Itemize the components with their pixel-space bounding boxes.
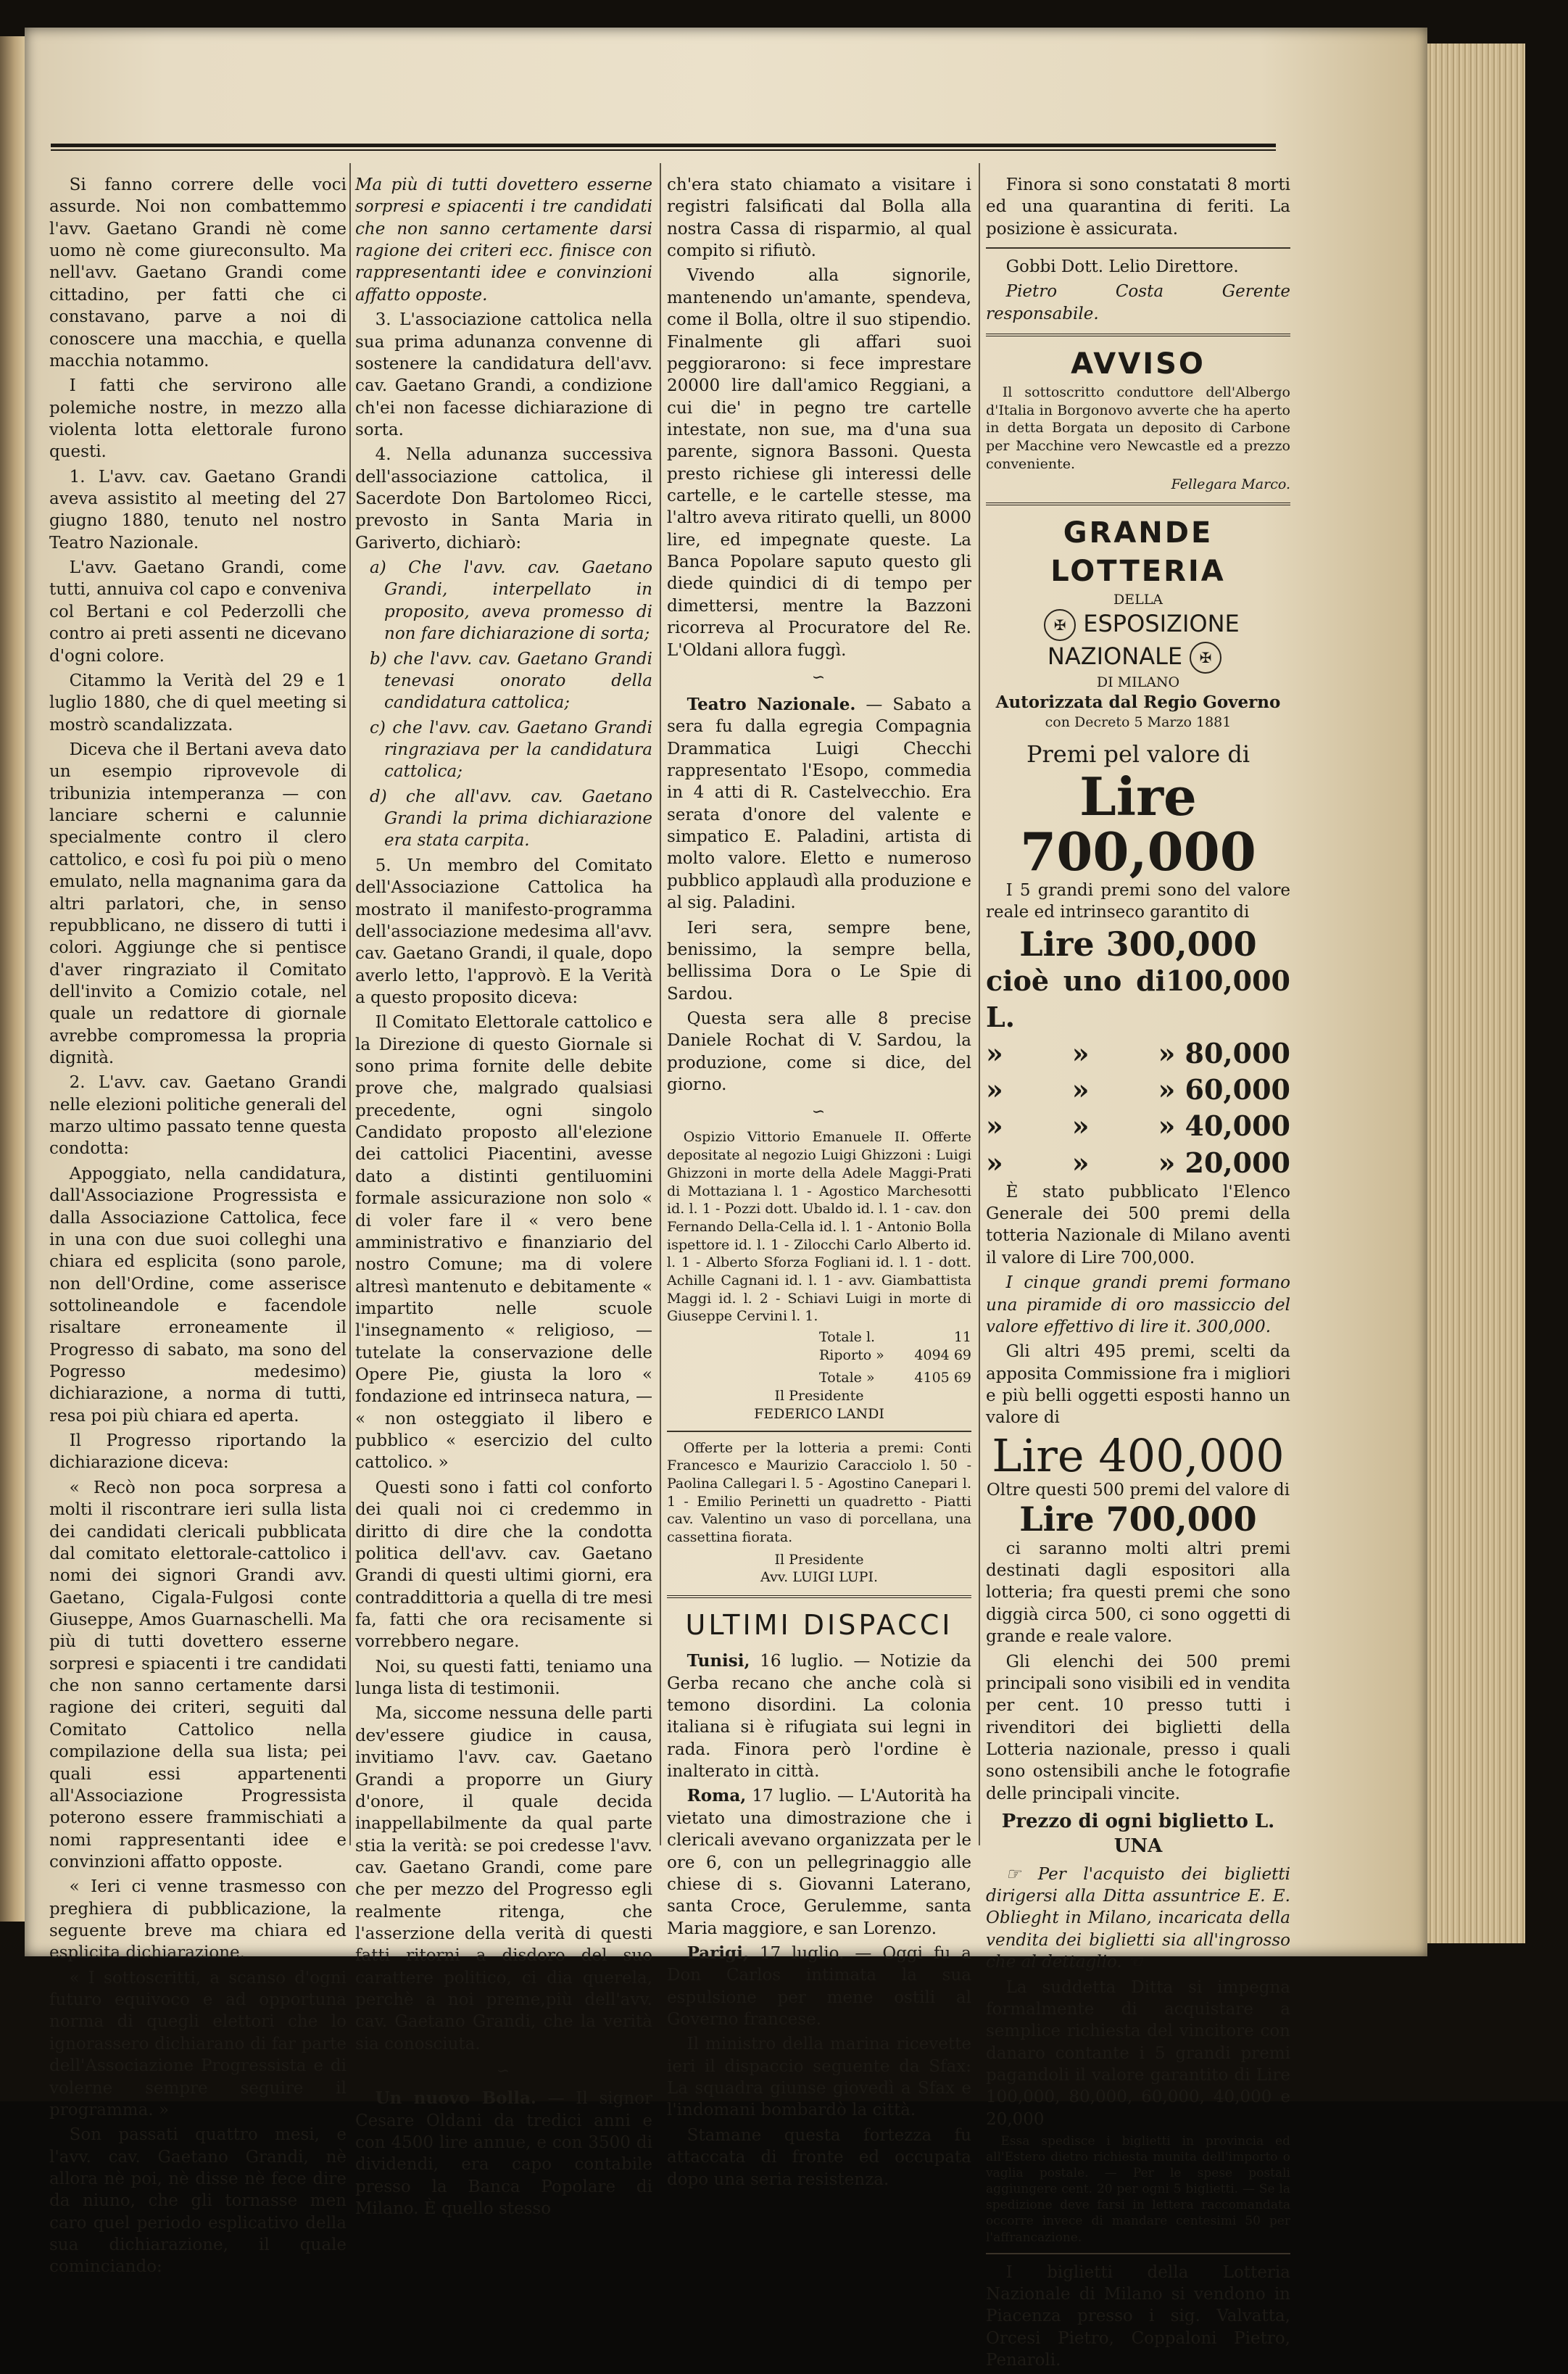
paragraph: ch'era stato chiamato a visitare i registri falsificati dal Bolla alla nostra Cassa di risparmio, al qual compito si rifiutò. — [667, 175, 971, 261]
paragraph: « Ieri ci venne trasmesso con preghiera di pubblicazione, la seguente breve ma chiara ed esplicita dichiarazione. — [49, 1877, 347, 1963]
prize-row — [986, 963, 1290, 1035]
prize-label: » — [1071, 1109, 1090, 1143]
dispatch-place: Tunisi, — [686, 1651, 750, 1671]
article-teatro — [667, 694, 971, 914]
prize-value: » 80,000 — [1158, 1037, 1290, 1070]
totale-row — [667, 1328, 971, 1347]
paragraph: Diceva che il Bertani aveva dato un esempio riprovevole di tribunizia intemperanza — con lanciare scherni e calunnie specialmente contro il clero cattolico, e così fu poi più o meno emulato, nella magnanima gara da altri parlatori, che, in senso repubblicano, ne dissero di tutti i colori. Aggiunge che si pentisce d'aver ringraziato il Comitato dell'invito a Comizio cotale, nel quale un redattore di giornale avrebbe compromessa la propria dignità. — [49, 740, 347, 1068]
prize-label: » — [1071, 1037, 1090, 1070]
divider — [986, 502, 1290, 505]
paragraph: Questi sono i fatti col conforto dei quali noi ci credemmo in diritto di dire che la condotta politica dell'avv. cav. Gaetano Grandi di questi ultimi giorni, era contraddittoria a quella di tre mesi fa, fatti che ora recisamente si vorrebbero negare. — [355, 1478, 652, 1652]
prize-value: » 40,000 — [1158, 1109, 1290, 1143]
divider — [986, 247, 1290, 249]
paragraph: 1. L'avv. cav. Gaetano Grandi aveva assistito al meeting del 27 giugno 1880, tenuto nel nostro Teatro Nazionale. — [49, 467, 347, 553]
prize-label: » — [986, 1073, 1003, 1107]
paragraph: Ieri sera, sempre bene, benissimo, la sempre bella, bellissima Dora o Le Spie di Sardou. — [667, 918, 971, 1004]
section-separator: ∽ — [811, 1103, 827, 1122]
dispatch — [667, 1650, 971, 1782]
crest-icon: ✠ — [1044, 609, 1076, 641]
column-2 — [355, 174, 652, 2222]
piramide-text: I cinque grandi premi formano una piramide di oro massiccio del valore effettivo di lire it. 300,000. — [986, 1273, 1290, 1336]
paragraph: Questa sera alle 8 precise Daniele Rochat di V. Sardou, la produzione, come si dice, del giorno. — [667, 1009, 971, 1095]
article-heading: Un nuovo Bolla. — [375, 2088, 536, 2109]
left-page-edge — [0, 36, 25, 1922]
crest-icon: ✠ — [1190, 642, 1221, 674]
value: 4094 69 — [914, 1347, 971, 1364]
paragraph: I fatti che servirono alle polemiche nostre, in mezzo alla violenta lotta elettorale furono questi. — [49, 376, 347, 462]
label: Totale l. — [819, 1329, 876, 1345]
lotteria-title: GRANDE LOTTERIA — [1050, 516, 1226, 588]
article-heading: Teatro Nazionale. — [686, 694, 856, 714]
dispatch-text: Stamane questa fortezza fu attaccata di fronte ed occupata dopo una seria resistenza. — [667, 2125, 971, 2189]
divider — [667, 1595, 971, 1598]
paragraph: « Recò non poca sorpresa a molti il riscontrare ieri sulla lista dei candidati clericali pubblicata dal comitato elettorale-cattolico i nomi dei signori Grandi avv. Gaetano, Cigala-Fulgosi conte Giuseppe, Amos Guarnaschelli. Ma più di tutti dovettero esserne sorpresi e spiacenti i tre candidati che non sanno certamente darsi ragione dei criteri, seguiti dal Comitato Cattolico nella compilazione della sua lista; pei quali essi appartenenti all'Associazione Progressista poterono essere frammischiati a nomi rappresentanti idee e convinzioni affatto opposte. — [49, 1478, 347, 1872]
paragraph: Il Comitato Elettorale cattolico e la Direzione di questo Giornale si sono prima fornite delle debite prove che, malgrado qualsiasi precedente, ogni singolo Candidato proposto all'elezione dei cattolici Piacentini, avesse dato a distinti gentiluomini formale assicurazione non solo « di voler fare il « vero bene amministrativo e finanziario del nostro Comune; ma di volere altresì mantenuto e debitamente « impartito nelle scuole l'insegnamento « religioso, — tutelate la conservazione delle Opere Pie, giusta la loro « fondazione ed intrinseca natura, — « non osteggiato il libero e pubblico « esercizio del culto cattolico. » — [355, 1013, 652, 1473]
paragraph: Ma più di tutti dovettero esserne sorpresi e spiacenti i tre candidati che non sanno certamente darsi ragione dei criteri ecc. finisce con rappresentanti idee e convinzioni affatto opposte. — [355, 175, 652, 305]
lotteria-offerte: Offerte per la lotteria a premi: Conti Francesco e Maurizio Caracciolo l. 50 - Paolina Callegari l. 5 - Agostino Canepari l. 1 - Emilio Perinetti un quadretto - Piatti cav. Valentino un vaso di porcellana, una cassettina fiorata. — [667, 1439, 971, 1546]
paragraph: Il Progresso riportando la dichiarazione diceva: — [49, 1431, 347, 1473]
cinque-premi: I 5 grandi premi sono del valore reale ed intrinseco garantito di — [986, 880, 1290, 922]
avviso-text: Il sottoscritto conduttore dell'Albergo d'Italia in Borgonovo avverte che ha aperto in detta Borgata un deposito di Carbone per Macchine vero Newcastle ed a prezzo conveniente. — [986, 384, 1290, 472]
gerente-line: Pietro Costa Gerente responsabile. — [986, 282, 1290, 323]
label: Riporto » — [819, 1347, 884, 1364]
dispatch-text: 17 luglio. — L'Autorità ha vietato una dimostrazione che i clericali avevano organizzata per le ore 6, con un pellegrinaggio alle chiese di s. Giovanni Laterano, santa Croce, Gerulemme, santa Maria maggiore, e san Lorenzo. — [667, 1787, 971, 1938]
paragraph: 2. L'avv. cav. Gaetano Grandi nelle elezioni politiche generali del marzo ultimo passato tenne questa condotta: — [49, 1073, 347, 1159]
paragraph: Finora si sono constatati 8 morti ed una quarantina di feriti. La posizione è assicurata. — [986, 175, 1290, 239]
prize-label: » — [986, 1037, 1003, 1070]
lire-300000: Lire 300,000 — [1019, 925, 1257, 964]
lotteria-auth: Autorizzata dal Regio Governo — [995, 692, 1281, 713]
header-rule-thin — [51, 149, 1276, 151]
lire-700000-b: Lire 700,000 — [1019, 1500, 1257, 1539]
lire-400000: Lire 400,000 — [992, 1428, 1285, 1482]
column-4 — [986, 174, 1290, 2374]
prezzo-biglietto: Prezzo di ogni biglietto L. UNA — [1001, 1811, 1275, 1858]
column-divider — [979, 163, 980, 1845]
totale2-row — [667, 1369, 971, 1387]
lotteria-city: DI MILANO — [1096, 674, 1180, 691]
label: Totale » — [819, 1370, 875, 1386]
column-3 — [667, 174, 971, 2193]
prize-label: » — [1071, 1146, 1090, 1179]
paragraph: Son passati quattro mesi, e l'avv. cav. Gaetano Grandi, nè allora nè poi, nè disse nè fece dire da niuno, che gli tornasse men caro quel periodo esplicativo della sua dichiarazione, il quale cominciando: — [49, 2125, 347, 2277]
paragraph: b) che l'avv. cav. Gaetano Grandi tenevasi onorato della candidatura cattolica; — [370, 649, 652, 713]
presidente-name: Avv. LUIGI LUPI. — [760, 1569, 878, 1586]
paragraph: 4. Nella adunanza successiva dell'associazione cattolica, il Sacerdote Don Bartolomeo Ricci, prevosto in Santa Maria in Gariverto, dichiarò: — [355, 445, 652, 553]
dispatch — [667, 1785, 971, 1940]
prize-row — [986, 1145, 1290, 1181]
riporto-row — [667, 1347, 971, 1365]
dispatch-text: 16 luglio. — Notizie da Gerba recano che anche colà si temono disordini. La colonia italiana si è rifugiata sui legni in rada. Finora però l'ordine è inalterato in città. — [667, 1652, 971, 1782]
prize-value: » 20,000 — [1158, 1146, 1290, 1179]
paragraph: L'avv. Gaetano Grandi, come tutti, annuiva col capo e conveniva col Bertani e col Pederzolli che contro ai preti assenti ne dicevano d'ogni colore. — [49, 558, 347, 666]
dispatch — [667, 2033, 971, 2121]
prize-row — [986, 1108, 1290, 1144]
paragraph: Noi, su questi fatti, teniamo una lunga lista di testimonii. — [355, 1657, 652, 1699]
value: 4105 69 — [914, 1370, 971, 1386]
paragraph: Ma, siccome nessuna delle parti dev'essere giudice in causa, invitiamo l'avv. cav. Gaetano Grandi a proporre un Giury d'onore, il quale decida inappellabilmente da qual parte stia la verità: se poi credesse l'avv. cav. Gaetano Grandi, come pare che per mezzo del Progresso egli realmente ritenga, che l'asserzione della verità di questi fatti ritorni a disdoro del suo carattere politico, ci dia querela, perchè a noi preme,più dell'avv. cav. Gaetano Grandi, che la verità sia conosciuta. — [355, 1704, 652, 2054]
prize-label: cioè uno di L. — [986, 964, 1166, 1033]
director-line: Gobbi Dott. Lelio Direttore. — [1005, 257, 1239, 277]
prize-label: » — [986, 1146, 1003, 1179]
paragraph: « I sottoscritti, a scanso d'ogni futuro equivoco e ad opportuna norma di quegli elettori che lo ignorassero dichiarano di far parte dell'Associazione Progressista e di volerne sempre seguire il programma. » — [49, 1968, 347, 2119]
paragraph: a) Che l'avv. cav. Gaetano Grandi, interpellato in proposito, aveva promesso di non fare dichiarazione di sorta; — [370, 558, 652, 644]
altri-495-text: Gli altri 495 premi, scelti da apposita Commissione fra i migliori e più belli oggetti esposti hanno un valore di — [986, 1342, 1290, 1428]
paragraph: Si fanno correre delle voci assurde. Noi non combattemmo l'avv. Gaetano Grandi nè come uomo nè come giureconsulto. Ma nell'avv. Gaetano Grandi come cittadino, per fatti che ci constavano, parve a noi di conoscere una macchia, e quella macchia notammo. — [49, 175, 347, 371]
paragraph: c) che l'avv. cav. Gaetano Grandi ringraziava per la candidatura cattolica; — [370, 718, 652, 782]
acquisto-text: ☞ Per l'acquisto dei biglietti dirigersi alla Ditta assuntrice E. E. Oblieght in Milano, incaricata della vendita dei biglietti sia all'ingrosso che al dettaglio. ☜ — [986, 1864, 1290, 1972]
section-separator: ∽ — [496, 2062, 512, 2081]
paragraph: 5. Un membro del Comitato dell'Associazione Cattolica ha mostrato il manifesto-programma dell'associazione medesima all'avv. cav. Gaetano Grandi, il quale, dopo averlo letto, l'approvò. E la Verità a questo proposito diceva: — [355, 856, 652, 1007]
value: 11 — [953, 1329, 971, 1345]
dispatch-text: 17 luglio. — Oggi fu a Don Carlos intimata la sua espulsione per mene ostili al Governo francese. — [667, 1943, 971, 2030]
prize-label: » — [1071, 1073, 1090, 1107]
dispatch-place: Roma, — [686, 1786, 747, 1806]
prize-value: » 60,000 — [1158, 1073, 1290, 1107]
prize-label: » — [986, 1109, 1003, 1143]
header-rule — [51, 144, 1276, 147]
column-1 — [49, 174, 347, 2281]
presidente-label: Il Presidente — [774, 1551, 864, 1568]
paragraph: d) che all'avv. cav. Gaetano Grandi la prima dichiarazione era stata carpita. — [370, 787, 652, 851]
column-divider — [660, 163, 661, 1845]
paragraph: 3. L'associazione cattolica nella sua prima adunanza convenne di sostenere la candidatura dell'avv. cav. Gaetano Grandi, a condizione ch'ei non facesse dichiarazione di sorta. — [355, 310, 652, 439]
lotteria-decree: con Decreto 5 Marzo 1881 — [1045, 714, 1232, 731]
article-bolla — [355, 2088, 652, 2220]
dispatch — [667, 2125, 971, 2191]
book-page-edges — [1427, 44, 1525, 1943]
article-text: — Sabato a sera fu dalla egregia Compagnia Drammatica Luigi Checchi rappresentato l'Esopo, commedia in 4 atti di R. Castelvecchio. Era serata d'onore del valente e simpatico E. Paladini, artista di molto valore. Eletto e numeroso pubblico applaudì alla produzione e al sig. Paladini. — [667, 695, 972, 913]
dispatch-text: Il ministro della marina ricevette ieri il dispaccio seguente da Sfax: La squadra giunse giovedì a Sfax e l'indomani bombardò la città. — [667, 2035, 971, 2120]
premi-valore: Premi pel valore di — [1026, 740, 1250, 769]
presidente-name: FEDERICO LANDI — [754, 1405, 884, 1422]
dispatch — [667, 1943, 971, 2030]
dispacci-title: ULTIMI DISPACCI — [685, 1609, 953, 1642]
prize-row — [986, 1035, 1290, 1072]
dispatch-place: Parigi, — [686, 1943, 749, 1963]
oltre-text: Oltre questi 500 premi del valore di — [986, 1480, 1290, 1500]
divider — [986, 334, 1290, 336]
elenco-text: È stato pubblicato l'Elenco Generale dei 500 premi della totteria Nazionale di Milano aventi il valore di Lire 700,000. — [986, 1182, 1290, 1267]
divider — [667, 1431, 971, 1432]
article-text: — Il signor Cesare Oldani da tredici anni e con 4500 lire annue, e con 3500 di dividendi, era capo contabile presso la Banca Popolare di Milano. È quello stesso — [355, 2089, 652, 2219]
paragraph: Vivendo alla signorile, mantenendo un'amante, spendeva, come il Bolla, oltre il suo stipendio. Finalmente gli affari suoi peggiorarono: si fece imprestare 20000 lire dall'amico Reggiani, a cui die' in pegno tre cartelle intestate, non sue, ma d'una sua parente, signora Bassoni. Questa presto richiese gli interessi delle cartelle, e le cartelle stesse, ma l'altro aveva ritirato quelli, un 8000 lire, ed impegnate queste. La Banca Popolare saputo questo gli diede quindici di di tempo per dimettersi, mentre la Bazzoni ricorreva al Procuratore del Re. L'Oldani allora fuggì. — [667, 266, 971, 660]
lotteria-expo: ESPOSIZIONE NAZIONALE — [1047, 610, 1240, 671]
lire-700000: Lire 700,000 — [1020, 766, 1256, 882]
column-divider — [349, 163, 351, 1845]
presidente-label: Il Presidente — [774, 1388, 864, 1405]
piacenza-text: I biglietti della Lotteria Nazionale di Milano si vendono in Piacenza presso i sig. Valvatta, Orcesi Pietro, Coppaloni Pietro, Penaroli. — [986, 2262, 1290, 2370]
lotteria-della: DELLA — [1113, 591, 1163, 608]
elenchi-text: Gli elenchi dei 500 premi principali sono visibili ed in vendita per cent. 10 presso tutti i rivenditori dei biglietti della Lotteria nazionale, presso i quali sono ostensibili anche le fotografie delle principali vincite. — [986, 1652, 1290, 1803]
suddetta-text: La suddetta Ditta si impegna formalmente di acquistare a semplice richiesta del vincitore con danaro contante i 5 grandi premi pagandoli il valore garantito di Lire 100,000, 80,000, 60,000, 40,000 e 20,000 — [986, 1977, 1290, 2129]
lotteria-expo-line — [986, 608, 1290, 674]
prize-row — [986, 1072, 1290, 1108]
paragraph: Citammo la Verità del 29 e 1 luglio 1880, che di quel meeting si mostrò scandalizzata. — [49, 671, 347, 735]
avviso-signature: Fellegara Marco. — [1171, 476, 1290, 493]
section-separator: ∽ — [811, 668, 827, 687]
divider — [986, 2253, 1290, 2254]
molti-altri-text: ci saranno molti altri premi destinati dagli espositori alla lotteria; fra questi premi che sono diggià circa 500, ci sono oggetti di grande e reale valore. — [986, 1539, 1290, 1647]
ospizio-notice: Ospizio Vittorio Emanuele II. Offerte depositate al negozio Luigi Ghizzoni : Luigi Ghizzoni in morte della Adele Maggi-Prati di Mottaziana l. 1 - Agostico Marchesotti id. l. 1 - Pozzi dott. Ubaldo id. l. 1 - cav. don Fernando Della-Cella id. l. 1 - Antonio Bolla ispettore id. l. 1 - Zilocchi Carlo Alberto id. l. 1 - Alberto Sforza Fogliani id. l. 1 - dott. Achille Cagnani id. l. 1 - avv. Giambattista Maggi id. l. 2 - Schiavi Luigi in morte di Giuseppe Cervini l. 1. — [667, 1129, 971, 1325]
spedisce-text: Essa spedisce i biglietti in provincia ed all'Estero dietro richiesta munita dell'importo o vaglia postale. — Per le spese postali aggiungere cent. 20 per ogni 5 biglietti. — Se la spedizione deve farsi in lettera raccomandata occorre invece di mandare centesimi 50 per l'affrancazione. — [986, 2134, 1290, 2245]
avviso-title: AVVISO — [1071, 347, 1206, 381]
paragraph: Appoggiato, nella candidatura, dall'Associazione Progressista e dalla Associazione Cattolica, fece in una con due suoi colleghi una chiara ed esplicita (sono parole, non dell'Ordine, come asserisce sottolineandole e facendole risaltare erroneamente il Progresso di sabato, ma sono del Pogresso medesimo) dichiarazione, a norma di tutti, resa poi più chiara ed aperta. — [49, 1164, 347, 1426]
prize-value: 100,000 — [1166, 964, 1290, 997]
